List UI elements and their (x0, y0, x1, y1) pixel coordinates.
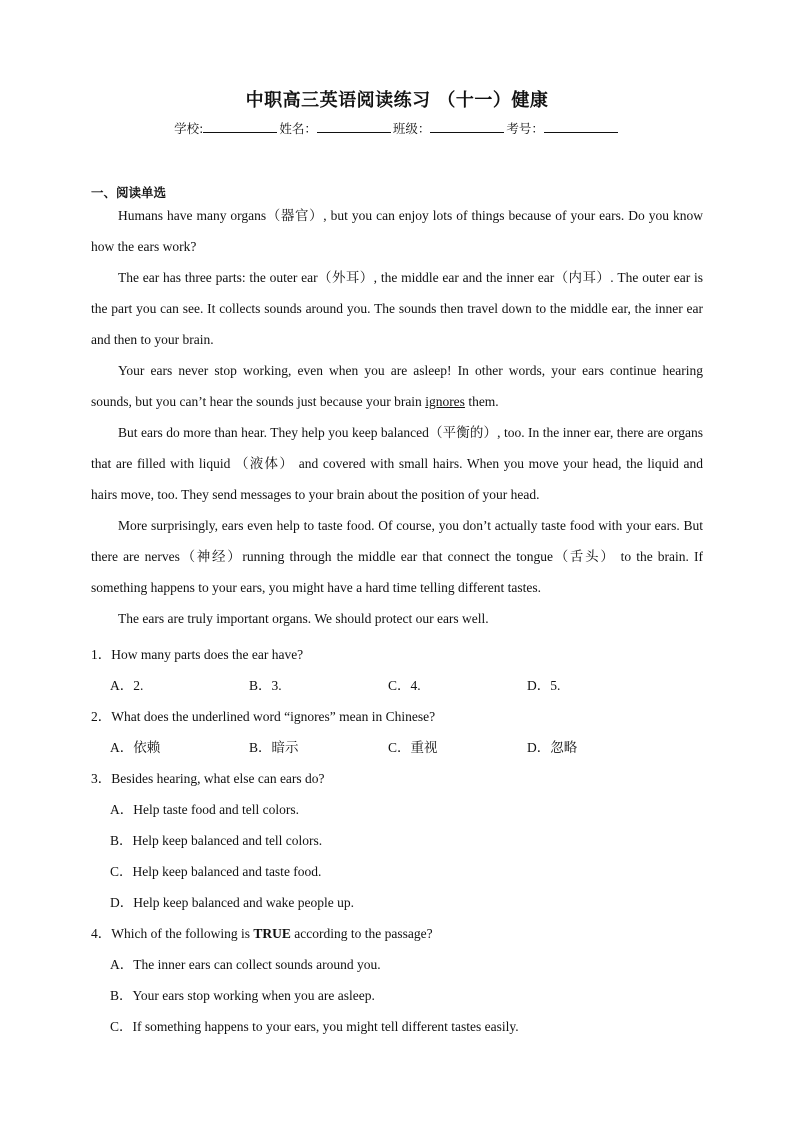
q1-option-b[interactable]: B．3. (249, 678, 282, 693)
q4-option-a[interactable]: A．The inner ears can collect sounds around you. (110, 957, 381, 972)
q4-stem-before: 4．Which of the following is (91, 926, 254, 941)
reading-passage (91, 200, 703, 634)
question-4-stem (91, 918, 703, 949)
q2-option-a[interactable]: A．依赖 (110, 740, 161, 755)
section-heading: 一、阅读单选 (91, 185, 167, 200)
question-1-stem: 1．How many parts does the ear have? (91, 647, 304, 662)
exam-no-label: 考号： (506, 121, 544, 136)
q3-option-b[interactable]: B．Help keep balanced and tell colors. (110, 833, 323, 848)
passage-paragraph-4: But ears do more than hear. They help you keep balanced（平衡的）, too. In the inner ear, there are organs that are filled with liquid （液体） and covered with small hairs. When you move your head, the liquid and hairs move, too. They send messages to your brain about the position of your head. (91, 425, 703, 502)
q4-option-c[interactable]: C．If something happens to your ears, you might tell different tastes easily. (110, 1019, 519, 1034)
name-label: 姓名： (279, 121, 317, 136)
question-list (91, 639, 703, 1042)
q2-option-c[interactable]: C．重视 (388, 740, 438, 755)
q3-option-a[interactable]: A．Help taste food and tell colors. (110, 802, 299, 817)
passage-paragraph-5: More surprisingly, ears even help to taste food. Of course, you don’t actually taste food with your ears. But there are nerves（神经）running through the middle ear that connect the tongue（舌头） to the brain. If something happens to your ears, you might have a hard time telling different tastes. (91, 518, 703, 595)
q4-stem-bold: TRUE (253, 926, 291, 941)
q1-option-c[interactable]: C．4. (388, 678, 421, 693)
q2-option-b[interactable]: B．暗示 (249, 740, 299, 755)
paragraph-3-text-after: them. (464, 394, 499, 409)
question-2-stem: 2．What does the underlined word “ignores” mean in Chinese? (91, 709, 436, 724)
passage-paragraph-2: The ear has three parts: the outer ear（外耳）, the middle ear and the inner ear（内耳）. The outer ear is the part you can see. It collects sounds around you. The sounds then travel down to the middle ear, the inner ear and then to your brain. (91, 270, 703, 347)
school-label: 学校: (174, 121, 204, 136)
question-3-stem: 3．Besides hearing, what else can ears do? (91, 771, 325, 786)
paragraph-3-text-before: Your ears never stop working, even when you are asleep! In other words, your ears continue hearing sounds, but you can’t hear the sounds just because your brain (91, 363, 703, 409)
worksheet-title: 中职高三英语阅读练习 （十一）健康 (245, 90, 549, 111)
passage-paragraph-3 (91, 355, 703, 417)
underlined-word: ignores (425, 394, 465, 409)
class-field[interactable] (430, 120, 504, 133)
passage-paragraph-6: The ears are truly important organs. We should protect our ears well. (118, 611, 489, 626)
class-label: 班级： (392, 121, 431, 136)
q1-option-d[interactable]: D．5. (527, 678, 561, 693)
name-field[interactable] (317, 120, 391, 133)
q4-option-b[interactable]: B．Your ears stop working when you are asleep. (110, 988, 375, 1003)
question-1-options (91, 670, 703, 701)
exam-no-field[interactable] (544, 120, 618, 133)
student-info-line (0, 119, 794, 137)
q2-option-d[interactable]: D．忽略 (527, 740, 578, 755)
q3-option-c[interactable]: C．Help keep balanced and taste food. (110, 864, 322, 879)
school-field[interactable] (203, 120, 277, 133)
q1-option-a[interactable]: A．2. (110, 678, 144, 693)
passage-paragraph-1: Humans have many organs（器官）, but you can enjoy lots of things because of your ears. Do you know how the ears work? (91, 208, 703, 254)
question-2-options (91, 732, 703, 763)
q4-stem-after: according to the passage? (290, 926, 433, 941)
q3-option-d[interactable]: D．Help keep balanced and wake people up. (110, 895, 355, 910)
